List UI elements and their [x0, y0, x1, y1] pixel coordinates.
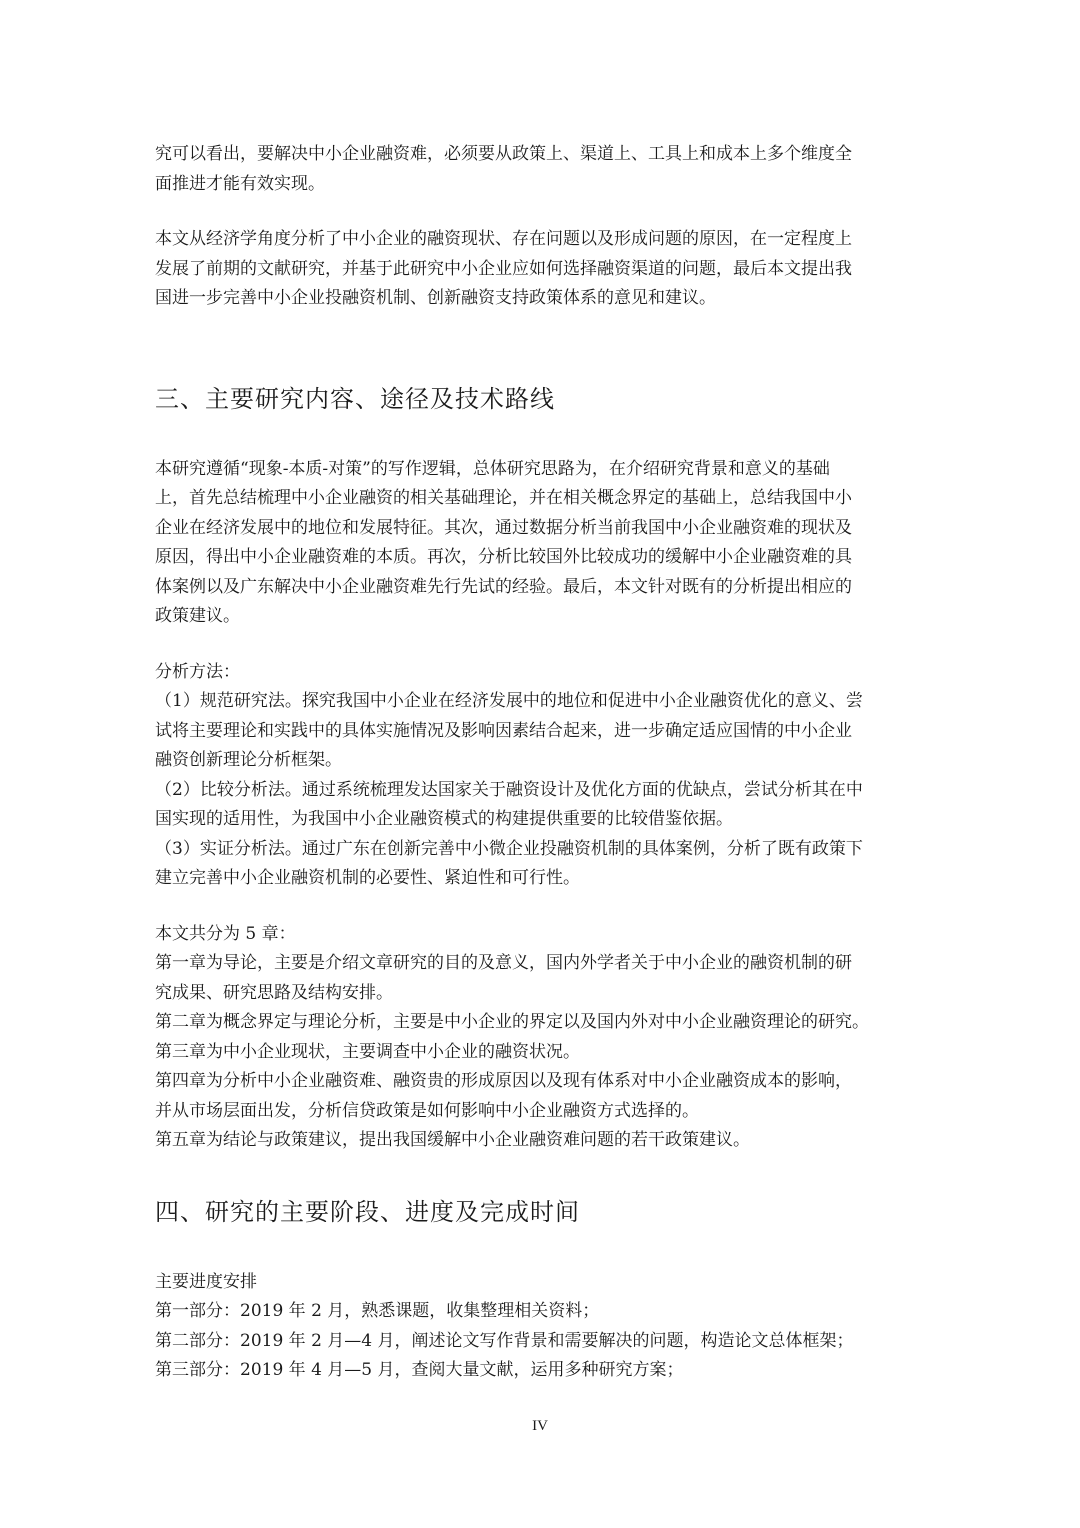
document-page — [155, 140, 940, 1386]
methods-paragraph — [155, 658, 940, 894]
text-line: 第三部分：2019 年 4 月—5 月，查阅大量文献，运用多种研究方案； — [155, 1360, 684, 1380]
text-line: 本文共分为 5 章： — [155, 923, 296, 944]
section-4-heading: 四、研究的主要阶段、进度及完成时间 — [155, 1197, 580, 1226]
text-line: 上，首先总结梳理中小企业融资的相关基础理论，并在相关概念界定的基础上，总结我国中小 — [155, 488, 852, 508]
text-line: 政策建议。 — [155, 606, 240, 626]
schedule-paragraph — [155, 1268, 940, 1386]
text-line: 试将主要理论和实践中的具体实施情况及影响因素结合起来，进一步确定适应国情的中小企业 — [155, 720, 852, 741]
text-line: 国进一步完善中小企业投融资机制、创新融资支持政策体系的意见和建议。 — [155, 288, 716, 308]
section-3-heading: 三、主要研究内容、途径及技术路线 — [155, 384, 555, 413]
text-line: 第四章为分析中小企业融资难、融资贵的形成原因以及现有体系对中小企业融资成本的影响， — [155, 1071, 852, 1091]
text-line: 第二部分：2019 年 2 月—4 月，阐述论文写作背景和需要解决的问题，构造论文总体框架； — [155, 1330, 854, 1351]
intro-summary-paragraph — [155, 225, 940, 314]
text-line: 第一部分：2019 年 2 月，熟悉课题，收集整理相关资料； — [155, 1301, 600, 1321]
text-line: （2）比较分析法。通过系统梳理发达国家关于融资设计及优化方面的优缺点，尝试分析其在中 — [155, 779, 863, 800]
text-line: 体案例以及广东解决中小企业融资难先行先试的经验。最后，本文针对既有的分析提出相应的 — [155, 576, 852, 597]
text-line: 第五章为结论与政策建议，提出我国缓解中小企业融资难问题的若干政策建议。 — [155, 1130, 750, 1150]
text-line: 本文从经济学角度分析了中小企业的融资现状、存在问题以及形成问题的原因，在一定程度上 — [155, 229, 852, 249]
text-line: 发展了前期的文献研究，并基于此研究中小企业应如何选择融资渠道的问题，最后本文提出我 — [155, 258, 852, 279]
text-line: 国实现的适用性，为我国中小企业融资模式的构建提供重要的比较借鉴依据。 — [155, 809, 733, 829]
text-line: 第二章为概念界定与理论分析，主要是中小企业的界定以及国内外对中小企业融资理论的研究。 — [155, 1012, 869, 1032]
intro-tail-paragraph — [155, 140, 940, 199]
text-line: 究可以看出，要解决中小企业融资难，必须要从政策上、渠道上、工具上和成本上多个维度全 — [155, 144, 852, 164]
text-line: 原因，得出中小企业融资难的本质。再次，分析比较国外比较成功的缓解中小企业融资难的具 — [155, 547, 852, 567]
chapters-paragraph — [155, 920, 940, 1156]
page-number: IV — [532, 1418, 548, 1434]
text-line: 第一章为导论，主要是介绍文章研究的目的及意义，国内外学者关于中小企业的融资机制的研 — [155, 953, 852, 973]
text-line: 融资创新理论分析框架。 — [155, 750, 342, 770]
text-line: （3）实证分析法。通过广东在创新完善中小微企业投融资机制的具体案例，分析了既有政策下 — [155, 838, 863, 859]
text-line: 本研究遵循“现象-本质-对策”的写作逻辑，总体研究思路为，在介绍研究背景和意义的基础 — [155, 458, 830, 479]
text-line: 主要进度安排 — [155, 1271, 257, 1292]
text-line: 并从市场层面出发，分析信贷政策是如何影响中小企业融资方式选择的。 — [155, 1100, 699, 1121]
text-line: 企业在经济发展中的地位和发展特征。其次，通过数据分析当前我国中小企业融资难的现状及 — [155, 517, 852, 538]
approach-paragraph — [155, 455, 940, 632]
text-line: （1）规范研究法。探究我国中小企业在经济发展中的地位和促进中小企业融资优化的意义、尝 — [155, 691, 863, 711]
text-line: 分析方法： — [155, 661, 240, 682]
text-line: 究成果、研究思路及结构安排。 — [155, 982, 393, 1003]
text-line: 面推进才能有效实现。 — [155, 173, 325, 194]
text-line: 建立完善中小企业融资机制的必要性、紧迫性和可行性。 — [155, 868, 580, 888]
text-line: 第三章为中小企业现状，主要调查中小企业的融资状况。 — [155, 1041, 580, 1062]
